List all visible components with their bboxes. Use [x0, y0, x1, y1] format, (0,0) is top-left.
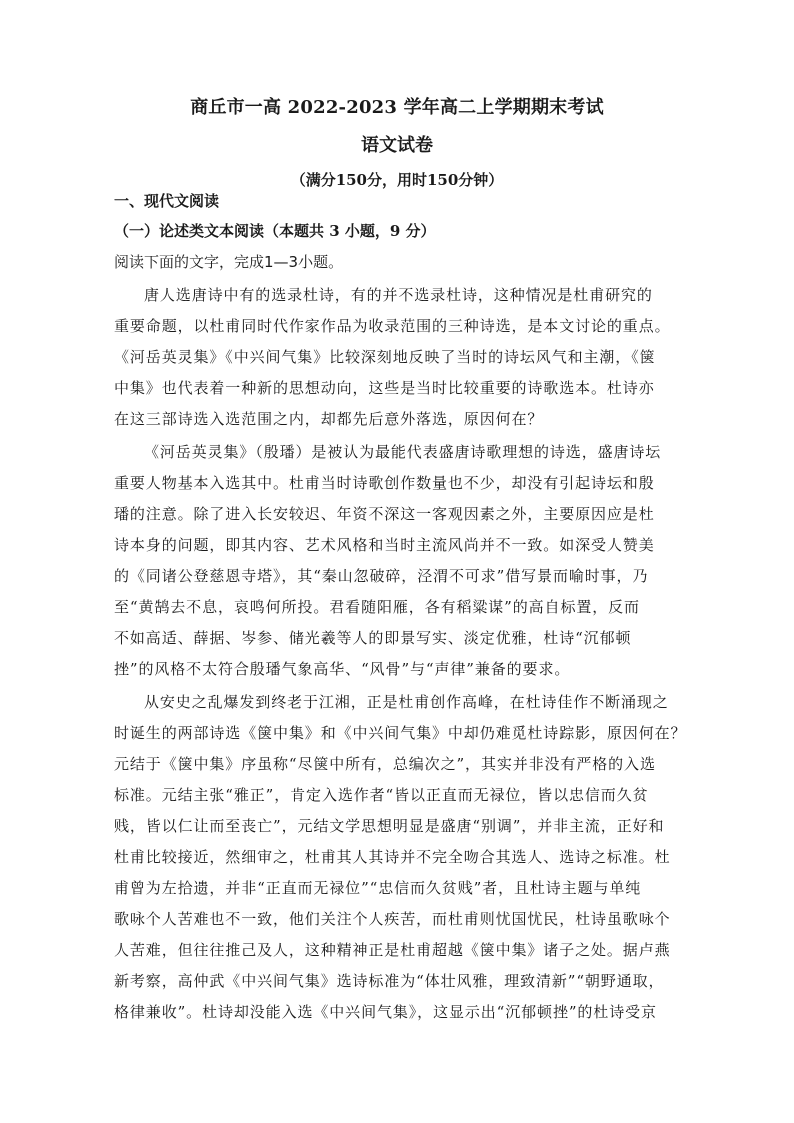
text-line: 歌咏个人苦难也不一致，他们关注个人疾苦，而杜甫则忧国忧民，杜诗虽歌咏个 — [114, 910, 671, 928]
text-line: 在这三部诗选入选范围之内，却都先后意外落选，原因何在？ — [114, 410, 544, 428]
paragraph-1 — [114, 281, 686, 436]
exam-subtitle: 语文试卷 — [361, 135, 433, 156]
paragraph-3 — [114, 688, 686, 1029]
text-line: 《河岳英灵集》（殷璠）是被认为最能代表盛唐诗歌理想的诗选，盛唐诗坛 — [144, 443, 662, 461]
text-line: 挫”的风格不太符合殷璠气象高华、“风骨”与“声律”兼备的要求。 — [114, 660, 571, 678]
text-line: 唐人选唐诗中有的选录杜诗，有的并不选录杜诗，这种情况是杜甫研究的 — [144, 286, 653, 304]
text-line: 《河岳英灵集》《中兴间气集》比较深刻地反映了当时的诗坛风气和主潮，《箧 — [114, 348, 656, 366]
text-line: 时诞生的两部诗选《箧中集》和《中兴间气集》中却仍难觅杜诗踪影，原因何在？ — [114, 724, 686, 742]
text-line: 新考察，高仲武《中兴间气集》选诗标准为“体壮风雅，理致清新”“朝野通取， — [114, 972, 665, 990]
score-note: （满分150分，用时150分钟） — [290, 171, 504, 189]
text-line: 人苦难，但往往推己及人，这种精神正是杜甫超越《箧中集》诸子之处。据卢燕 — [114, 941, 671, 959]
text-line: 标准。元结主张“雅正”，肯定入选作者“皆以正直而无禄位，皆以忠信而久贫 — [114, 786, 649, 804]
text-line: 格律兼收”。杜诗却没能入选《中兴间气集》，这显示出“沉郁顿挫”的杜诗受京 — [114, 1003, 657, 1021]
text-line: 的《同诸公登慈恩寺塔》，其“秦山忽破碎，泾渭不可求”借写景而喻时事，乃 — [114, 567, 649, 585]
text-line: 不如高适、薛据、岑参、储光羲等人的即景写实、淡定优雅，杜诗“沉郁顿 — [114, 629, 632, 647]
passage-body — [114, 281, 686, 1029]
reading-instruction: 阅读下面的文字，完成1—3小题。 — [114, 253, 344, 271]
paragraph-2 — [114, 438, 686, 686]
text-line: 璠的注意。除了进入长安较迟、年资不深这一客观因素之外，主要原因应是杜 — [114, 505, 655, 523]
sub-section-heading: （一）论述类文本阅读（本题共 3 小题，9 分） — [114, 222, 436, 240]
exam-title: 商丘市一高 2022-2023 学年高二上学期期末考试 — [190, 97, 604, 118]
text-line: 至“黄鹄去不息，哀鸣何所投。君看随阳雁，各有稻粱谋”的高自标置，反而 — [114, 598, 640, 616]
text-line: 重要人物基本入选其中。杜甫当时诗歌创作数量也不少，却没有引起诗坛和殷 — [114, 474, 655, 492]
text-line: 元结于《箧中集》序虽称“尽箧中所有，总编次之”，其实并非没有严格的入选 — [114, 755, 656, 773]
text-line: 从安史之乱爆发到终老于江湘，正是杜甫创作高峰，在杜诗佳作不断涌现之 — [144, 693, 669, 711]
text-line: 诗本身的问题，即其内容、艺术风格和当时主流风尚并不一致。如深受人赞美 — [114, 536, 655, 554]
text-line: 甫曾为左拾遗，并非“正直而无禄位”“忠信而久贫贱”者，且杜诗主题与单纯 — [114, 879, 642, 897]
text-line: 杜甫比较接近，然细审之，杜甫其人其诗并不完全吻合其选人、选诗之标准。杜 — [114, 848, 671, 866]
section-heading: 一、现代文阅读 — [114, 192, 220, 210]
text-line: 贱，皆以仁让而至丧亡”，元结文学思想明显是盛唐“别调”，并非主流，正好和 — [114, 817, 665, 835]
text-line: 重要命题，以杜甫同时代作家作品为收录范围的三种诗选，是本文讨论的重点。 — [114, 317, 671, 335]
text-line: 中集》也代表着一种新的思想动向，这些是当时比较重要的诗歌选本。杜诗亦 — [114, 379, 655, 397]
